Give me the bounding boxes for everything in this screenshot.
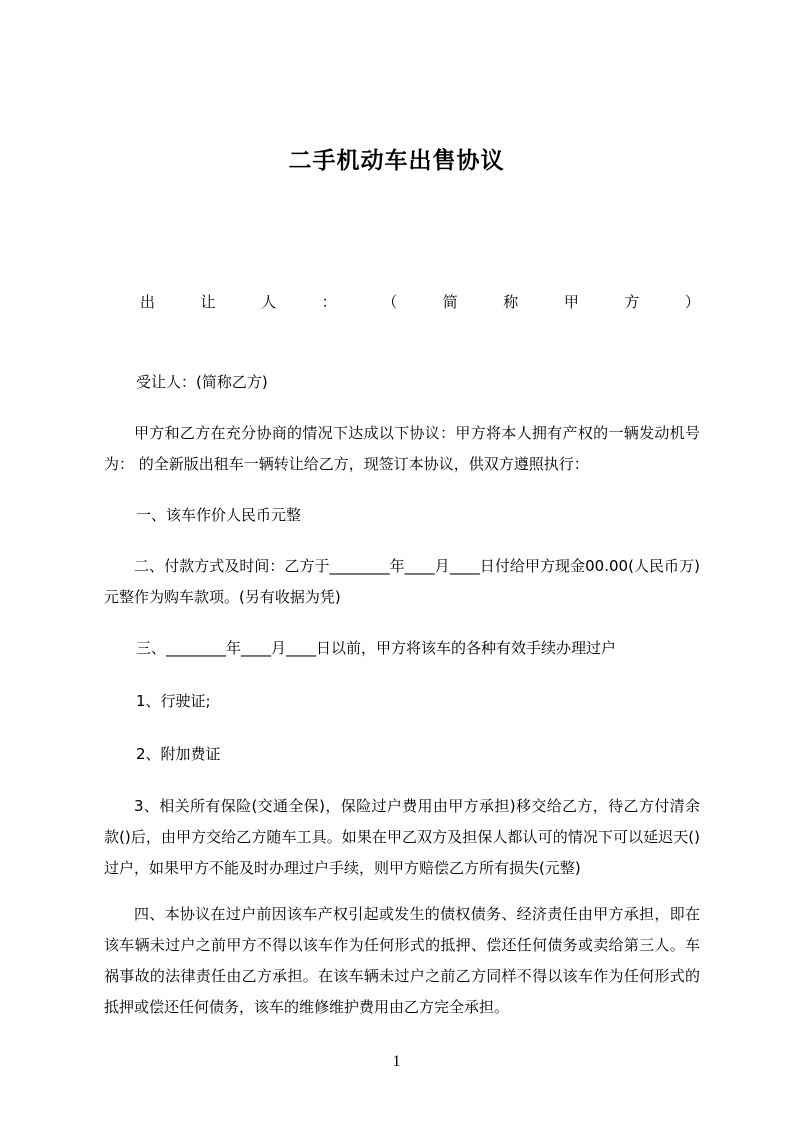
clause-3: 三、________年____月____日以前，甲方将该车的各种有效手续办理过户 [136, 639, 617, 657]
intro-paragraph: 甲方和乙方在充分协商的情况下达成以下协议：甲方将本人拥有产权的一辆发动机号为： 的全新版出租车一辆转让给乙方，现签订本协议，供双方遵照执行： [104, 424, 700, 473]
item-2: 2、附加费证 [136, 745, 221, 763]
transferor-char: 人 [261, 293, 277, 311]
clause-1: 一、该车作价人民币元整 [136, 506, 302, 524]
page-number: 1 [392, 1053, 401, 1070]
clause-2: 二、付款方式及时间：乙方于________年____月____日付给甲方现金00.00(人民币万)元整作为购车款项。(另有收据为凭) [104, 557, 700, 606]
transferor-char: 让 [200, 293, 216, 311]
document-title: 二手机动车出售协议 [288, 148, 505, 174]
transferor-char: 出 [140, 293, 156, 311]
transferor-char: 甲 [563, 293, 579, 311]
transferor-char: 简 [442, 293, 458, 311]
transferor-char: ） [684, 293, 700, 311]
transferor-line [104, 287, 700, 317]
transferor-char: 称 [503, 293, 519, 311]
transferor-char: （ [382, 293, 398, 311]
item-1: 1、行驶证; [136, 692, 211, 710]
item-3: 3、相关所有保险(交通全保)，保险过户费用由甲方承担)移交给乙方，待乙方付清余款()后，由甲方交给乙方随车工具。如果在甲乙双方及担保人都认可的情况下可以延迟天()过户，如果甲方不能及时办理过户手续，则甲方赔偿乙方所有损失(元整) [104, 797, 700, 877]
clause-4: 四、本协议在过户前因该车产权引起或发生的债权债务、经济责任由甲方承担，即在该车辆未过户之前甲方不得以该车作为任何形式的抵押、偿还任何债务或卖给第三人。车祸事故的法律责任由乙方承担。在该车辆未过户之前乙方同样不得以该车作为任何形式的抵押或偿还任何债务，该车的维修维护费用由乙方完全承担。 [104, 905, 700, 1016]
transferee-line: 受让人：(简称乙方) [136, 373, 268, 391]
transferor-char: ： [321, 293, 337, 311]
transferor-char: 方 [624, 293, 640, 311]
